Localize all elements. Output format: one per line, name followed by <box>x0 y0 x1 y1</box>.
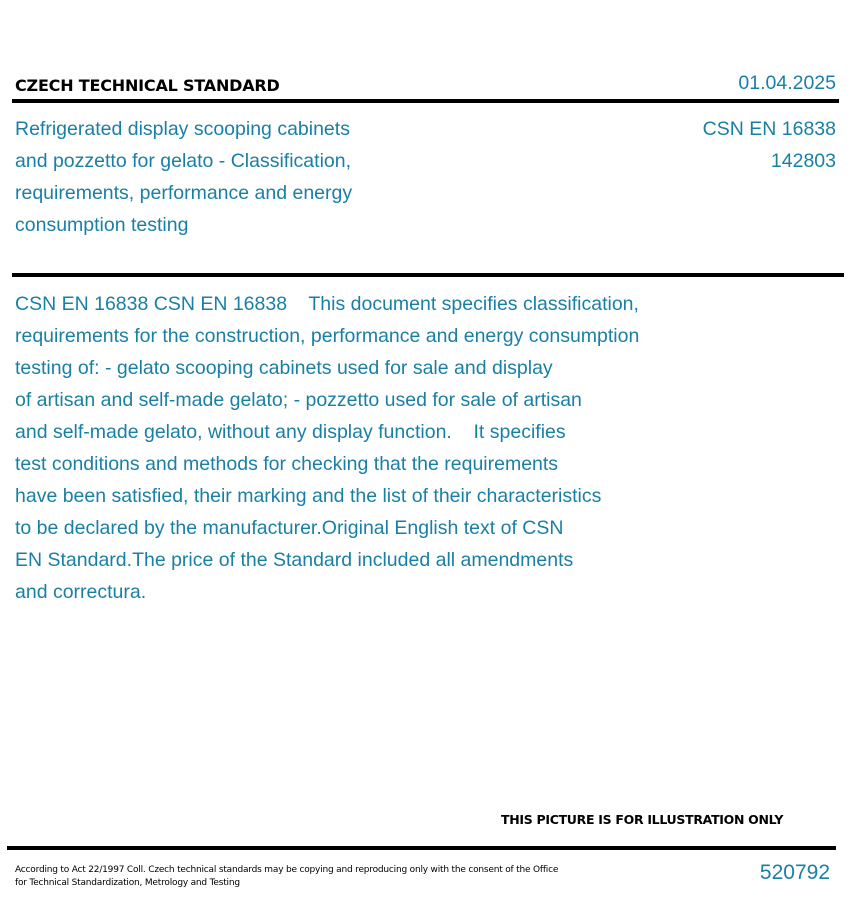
catalog-number: 520792 <box>759 861 830 884</box>
description-line: EN Standard.The price of the Standard included all amendments <box>15 549 574 571</box>
description-line: CSN EN 16838 CSN EN 16838 This document specifies classification, <box>15 293 639 315</box>
standard-code: CSN EN 16838 <box>702 118 836 140</box>
legal-notice <box>15 864 558 890</box>
publication-date: 01.04.2025 <box>738 72 836 94</box>
description-line: to be declared by the manufacturer.Original English text of CSN <box>15 517 564 539</box>
standard-class-number: 142803 <box>770 150 836 172</box>
standard-title-line: requirements, performance and energy <box>15 182 353 204</box>
header-divider <box>12 99 839 103</box>
description-line: and correctura. <box>15 581 147 603</box>
description-line: of artisan and self-made gelato; - pozzetto used for sale of artisan <box>15 389 582 411</box>
document-header-title: CZECH TECHNICAL STANDARD <box>15 76 280 95</box>
standard-title-line: Refrigerated display scooping cabinets <box>15 118 350 140</box>
footer-divider <box>7 846 836 850</box>
standard-title-line: and pozzetto for gelato - Classification, <box>15 150 352 172</box>
illustration-note: THIS PICTURE IS FOR ILLUSTRATION ONLY <box>501 812 784 827</box>
description-line: have been satisfied, their marking and the list of their characteristics <box>15 485 602 507</box>
standard-identifiers <box>703 113 836 177</box>
standard-title <box>15 113 435 241</box>
description-line: requirements for the construction, performance and energy consumption <box>15 325 640 347</box>
section-divider <box>12 273 844 277</box>
description-line: test conditions and methods for checking that the requirements <box>15 453 559 475</box>
standard-description <box>15 288 639 608</box>
legal-notice-line: for Technical Standardization, Metrology and Testing <box>15 878 240 888</box>
standard-title-line: consumption testing <box>15 214 189 236</box>
description-line: and self-made gelato, without any display function. It specifies <box>15 421 566 443</box>
description-line: testing of: - gelato scooping cabinets used for sale and display <box>15 357 553 379</box>
legal-notice-line: According to Act 22/1997 Coll. Czech technical standards may be copying and reproducing only with the consent of the Office <box>15 865 559 875</box>
